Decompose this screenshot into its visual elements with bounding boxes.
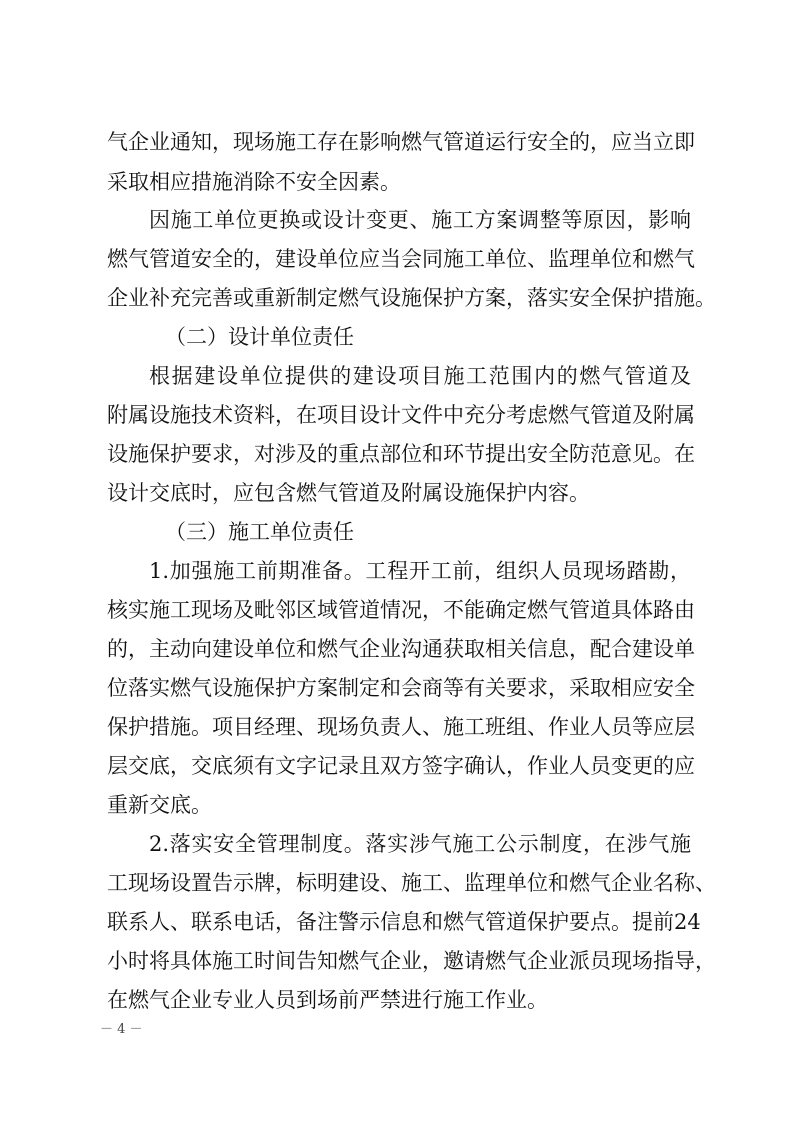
text-line: 设施保护要求，对涉及的重点部位和环节提出安全防范意见。在 — [107, 442, 695, 466]
text-line: 企业补充完善或重新制定燃气设施保护方案，落实安全保护措施。 — [107, 286, 716, 310]
text-line: 小时将具体施工时间告知燃气企业，邀请燃气企业派员现场指导， — [107, 949, 716, 973]
text-line: 的，主动向建设单位和燃气企业沟通获取相关信息，配合建设单 — [107, 637, 695, 661]
text-line: 位落实燃气设施保护方案制定和会商等有关要求，采取相应安全 — [107, 676, 695, 700]
paragraph-first-line: 1.加强施工前期准备。工程开工前，组织人员现场踏勘， — [149, 559, 691, 583]
text-line: 设计交底时，应包含燃气管道及附属设施保护内容。 — [107, 481, 590, 505]
section-heading-design-unit: （二）设计单位责任 — [165, 325, 354, 349]
text-line: 附属设施技术资料，在项目设计文件中充分考虑燃气管道及附属 — [107, 403, 695, 427]
text-line: 联系人、联系电话，备注警示信息和燃气管道保护要点。提前24 — [107, 910, 701, 934]
text-line: 在燃气企业专业人员到场前严禁进行施工作业。 — [107, 988, 548, 1012]
section-heading-construction-unit: （三）施工单位责任 — [165, 520, 354, 544]
paragraph-first-line: 因施工单位更换或设计变更、施工方案调整等原因，影响 — [149, 208, 691, 232]
text-line: 燃气管道安全的，建设单位应当会同施工单位、监理单位和燃气 — [107, 247, 695, 271]
text-line: 气企业通知，现场施工存在影响燃气管道运行安全的，应当立即 — [107, 130, 695, 154]
text-line: 重新交底。 — [107, 793, 212, 817]
text-line: 采取相应措施消除不安全因素。 — [107, 170, 401, 194]
paragraph-first-line: 2.落实安全管理制度。落实涉气施工公示制度，在涉气施 — [149, 832, 691, 856]
text-line: 层交底，交底须有文字记录且双方签字确认，作业人员变更的应 — [107, 754, 695, 778]
page-number: － 4 － — [100, 1022, 143, 1037]
text-line: 工现场设置告示牌，标明建设、施工、监理单位和燃气企业名称、 — [107, 871, 716, 895]
paragraph-first-line: 根据建设单位提供的建设项目施工范围内的燃气管道及 — [149, 364, 691, 388]
text-line: 核实施工现场及毗邻区域管道情况，不能确定燃气管道具体路由 — [107, 598, 695, 622]
text-line: 保护措施。项目经理、现场负责人、施工班组、作业人员等应层 — [107, 715, 695, 739]
